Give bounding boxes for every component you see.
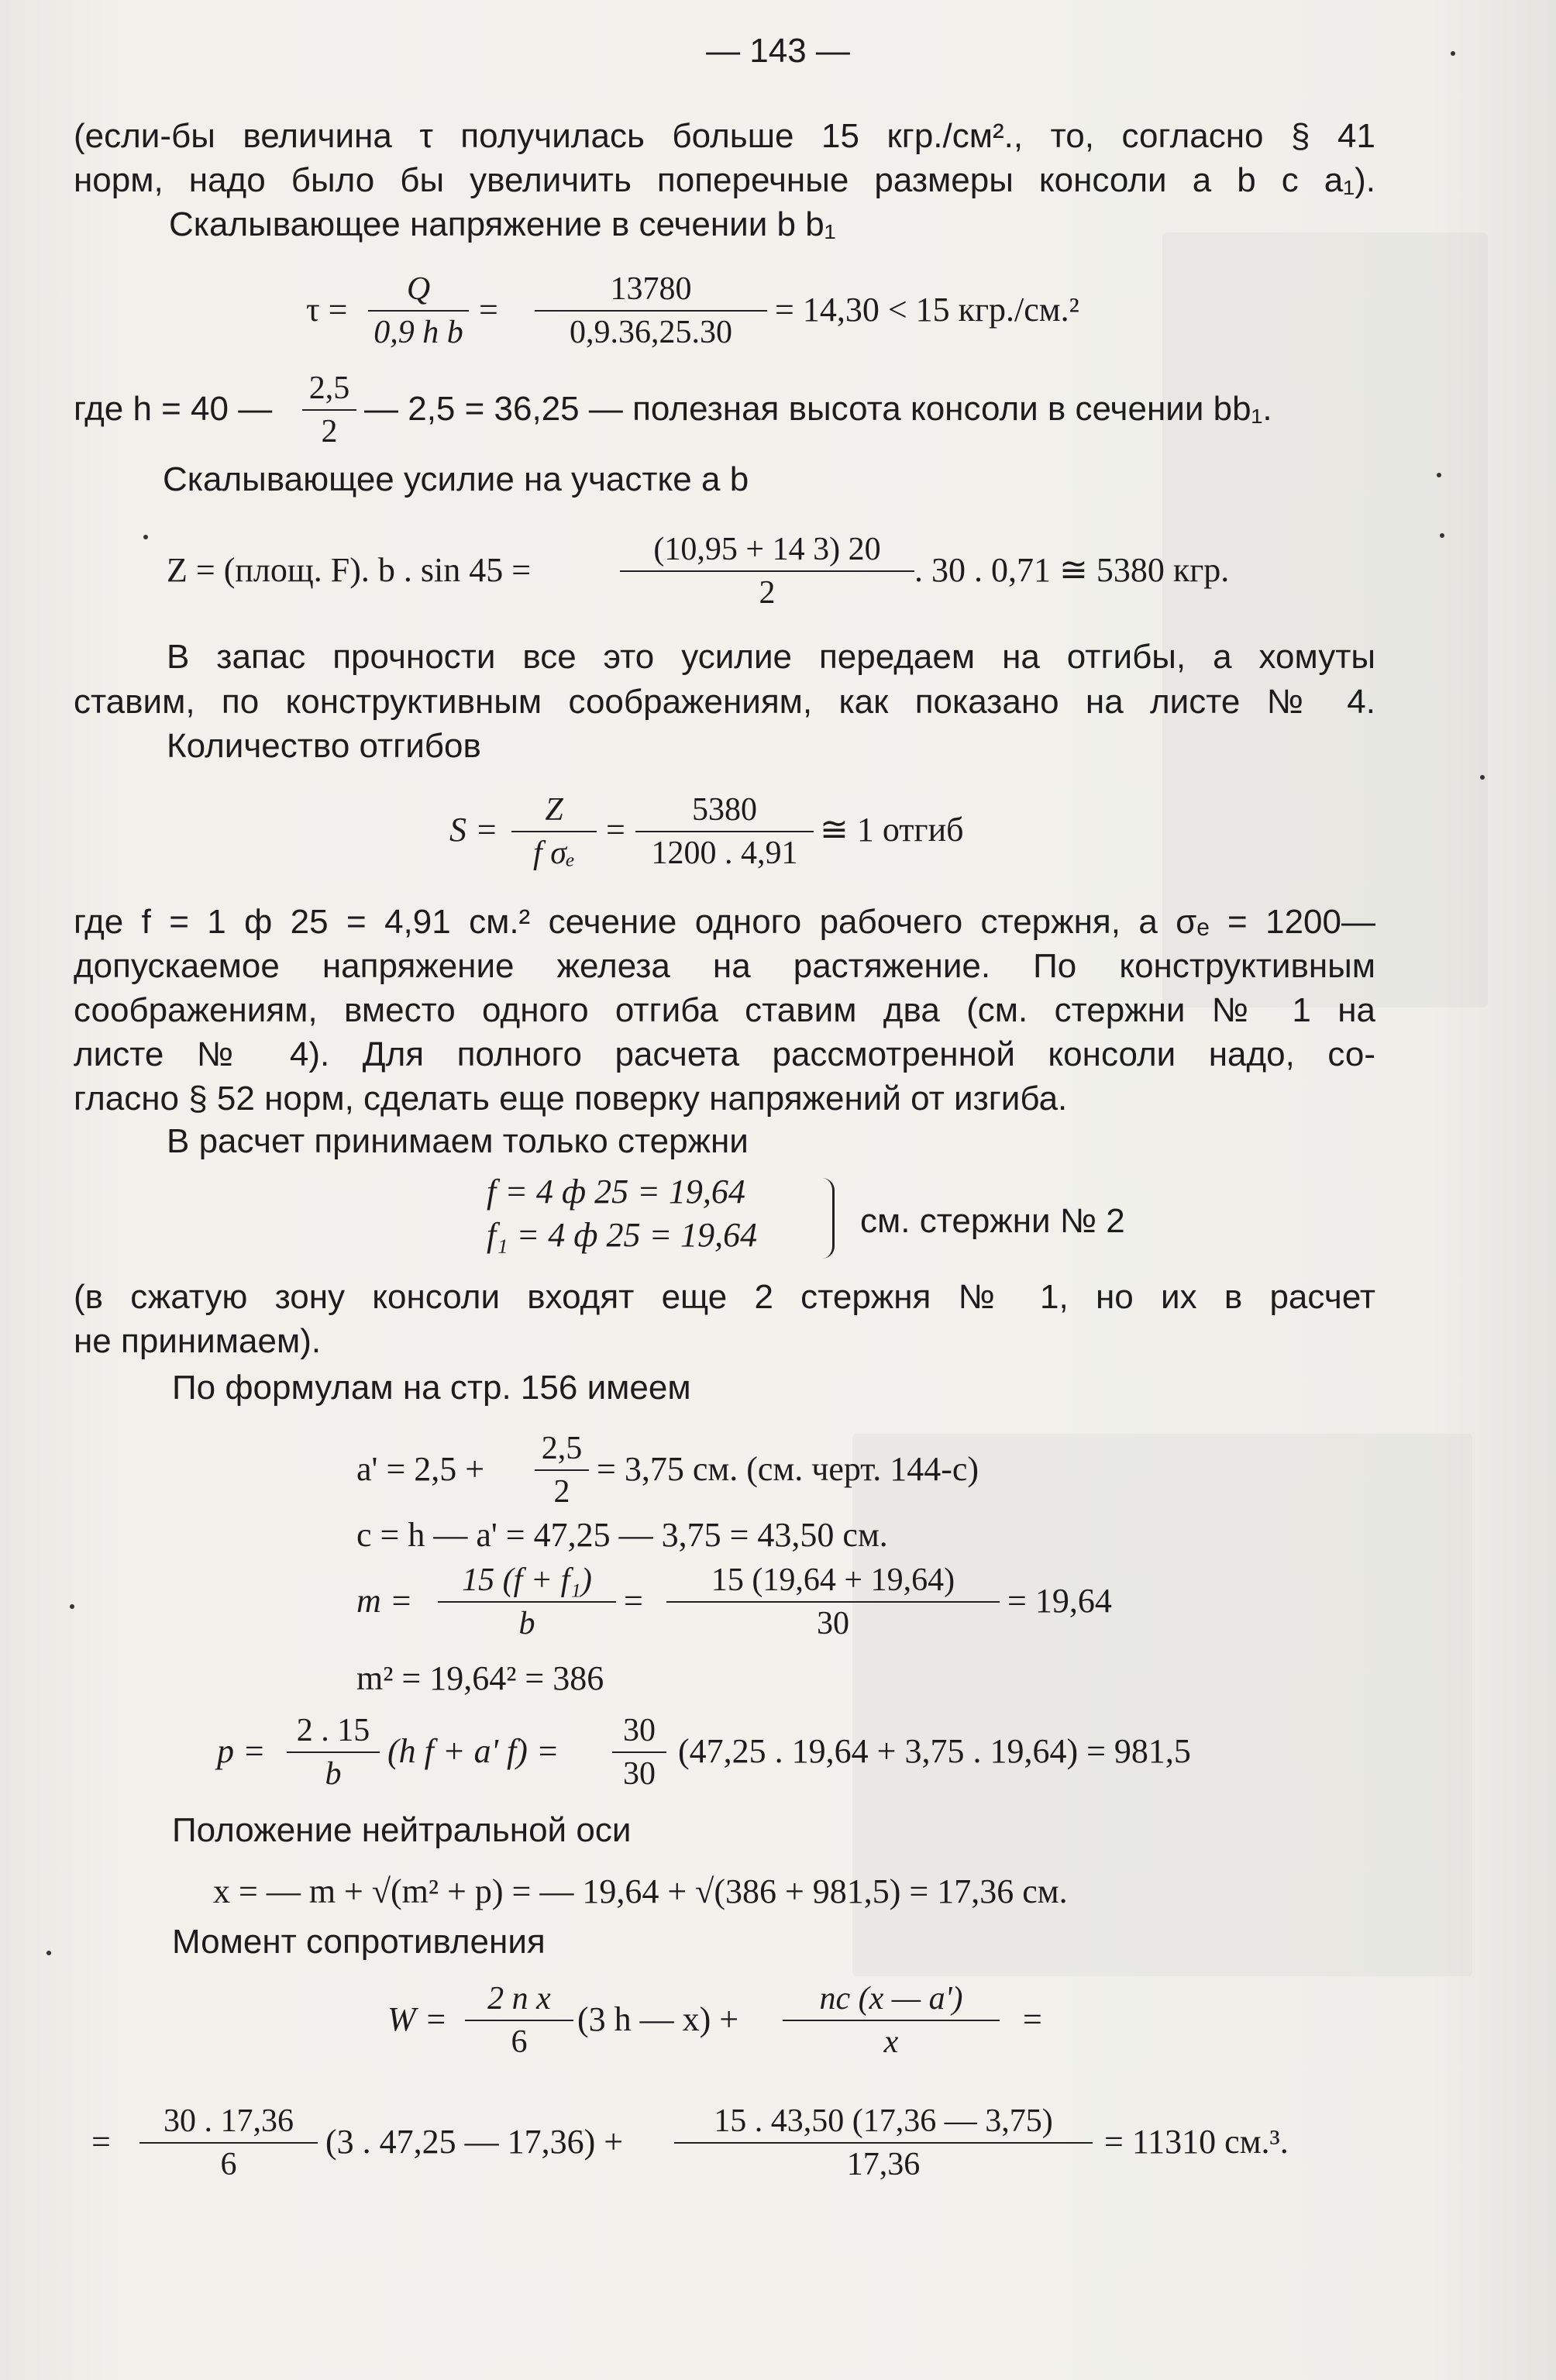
paragraph-line: (в сжатую зону консоли входят еще 2 стержня № 1, но их в расчет [74, 1278, 1375, 1316]
fraction: nc (x — a') x [783, 1979, 1000, 2061]
fraction: 30 30 [612, 1711, 666, 1793]
scan-speck [1437, 473, 1441, 477]
fraction: 15 . 43,50 (17,36 — 3,75) 17,36 [674, 2102, 1093, 2184]
fraction: 2,5 2 [302, 369, 356, 451]
section-heading: Момент сопротивления [172, 1923, 546, 1961]
scan-speck [70, 1604, 74, 1609]
curly-brace [821, 1178, 835, 1259]
section-heading: По формулам на стр. 156 имеем [172, 1369, 691, 1407]
x-equation: x = — m + √(m² + p) = — 19,64 + √(386 + 981,5) = 17,36 см. [213, 1872, 1068, 1910]
paragraph-line: допускаемое напряжение железа на растяжение. По конструктивным [74, 947, 1375, 985]
paragraph-line: не принимаем). [74, 1322, 322, 1360]
fraction: 2,5 2 [535, 1429, 589, 1511]
section-heading: В расчет принимаем только стержни [167, 1122, 749, 1160]
fraction: 30 . 17,36 6 [139, 2102, 318, 2184]
c-equation: c = h — a' = 47,25 — 3,75 = 43,50 см. [356, 1516, 888, 1554]
fraction: 2 . 15 b [287, 1711, 380, 1793]
paragraph-line: норм, надо было бы увеличить поперечные размеры консоли a b c a₁). [74, 161, 1375, 199]
fraction: 2 n x 6 [465, 1979, 573, 2061]
fraction: 15 (19,64 + 19,64) 30 [666, 1561, 1000, 1643]
paragraph-line: где f = 1 ф 25 = 4,91 см.² сечение одного рабочего стержня, а σₑ = 1200— [74, 903, 1375, 941]
fraction: Q 0,9 h b [368, 270, 469, 352]
paragraph-line: соображениям, вместо одного отгиба ставим два (см. стержни № 1 на [74, 991, 1375, 1029]
section-heading: Скалывающее усилие на участке a b [163, 460, 749, 498]
paragraph-line: гласно § 52 норм, сделать еще поверку напряжений от изгиба. [74, 1080, 1068, 1118]
scan-speck [1440, 533, 1444, 538]
section-heading: Скалывающее напряжение в сечении b b₁ [169, 205, 836, 243]
fraction: 15 (f + f₁) b [438, 1561, 616, 1643]
scan-speck [143, 535, 148, 539]
fraction: Z f σₑ [511, 790, 597, 873]
fraction: 13780 0,9.36,25.30 [535, 270, 767, 352]
paragraph-line: (если-бы величина τ получилась больше 15 кгр./см²., то, согласно § 41 [74, 117, 1375, 155]
scan-speck [1451, 51, 1455, 56]
paragraph-line: ставим, по конструктивным соображениям, как показано на листе № 4. [74, 683, 1375, 721]
section-heading: Положение нейтральной оси [172, 1811, 632, 1849]
page-number: — 143 — [706, 32, 850, 70]
scan-speck [1480, 775, 1485, 780]
fraction: 5380 1200 . 4,91 [635, 790, 814, 873]
paragraph-line: листе № 4). Для полного расчета рассмотренной консоли надо, со- [74, 1035, 1375, 1073]
bleed-through-shadow [1162, 232, 1488, 1007]
scan-speck [46, 1951, 51, 1955]
paragraph-line: В запас прочности все это усилие передаем на отгибы, а хомуты [167, 638, 1375, 676]
section-heading: Количество отгибов [167, 727, 481, 765]
m-squared-equation: m² = 19,64² = 386 [356, 1659, 604, 1697]
fraction: (10,95 + 14 3) 20 2 [620, 530, 914, 612]
scanned-page: — 143 — (если-бы величина τ получилась больше 15 кгр./см²., то, согласно § 41 норм, надо было бы увеличить поперечные размеры консоли a b c a₁). Скалывающее напряжение в сечении b b₁ τ = Q 0,9 h b = 13780 0,9.36,25.30 = 14,30 < 15 кгр./см.² где h = 40 — 2,5 2 — 2,5 = 36,25 — полезная высота консоли в сечении bb₁. Скалывающее усилие на участке a b Z = (площ. F). b . sin 45 = (10,95 + 14 3) 20 2 . 30 . 0,71 ≅ 5380 кгр. В запас прочности все это усилие передаем на отгибы, а хомуты ставим, по конструктивным соображениям, как показано на листе № 4. Количество отгибов S = Z f σₑ = 5380 1200 . 4,91 ≅ 1 отгиб где f = 1 ф 25 = 4,91 см.² сечение одного рабочего стержня, а σₑ = 1200— допускаемое напряжение железа на растяжение. По конструктивным соображениям, вместо одного отгиба ставим два (см. стержни № 1 на листе № 4). Для полного расчета рассмотренной консоли надо, со- гласно § 52 норм, сделать еще поверку напряжений от изгиба. В расчет принимаем только стержни f = 4 ф 25 = 19,64 f₁ = 4 ф 25 = 19,64 см. стержни № 2 (в сжатую зону консоли входят еще 2 стержня № 1, но их в расчет не принимаем). По формулам на стр. 156 имеем a' = 2,5 + 2,5 2 = 3,75 см. (см. черт. 144-с) c = h — a' = 47,25 — 3,75 = 43,50 см. m = 15 (f + f₁) b = 15 (19,64 + 19,64) 30 = 19,64 m² = 19,64² = 386 p = 2 . 15 b (h f + a' f) = 30 30 (47,25 . 19,64 + 3,75 . 19,64) = 981,5 Положение нейтральной оси x = — m + √(m² + p) = — 19,64 + √(386 + 981,5) = 17,36 см. Момент сопротивления W = 2 n x 6 (3 h — x) + nc (x — a') x = = 30 . 17,36 6 (3 . 47,25 — 17,36) + 15 . 43,50 (17,36 — 3,75) 17,36 = 11310 см.³. [0, 0, 1556, 2380]
